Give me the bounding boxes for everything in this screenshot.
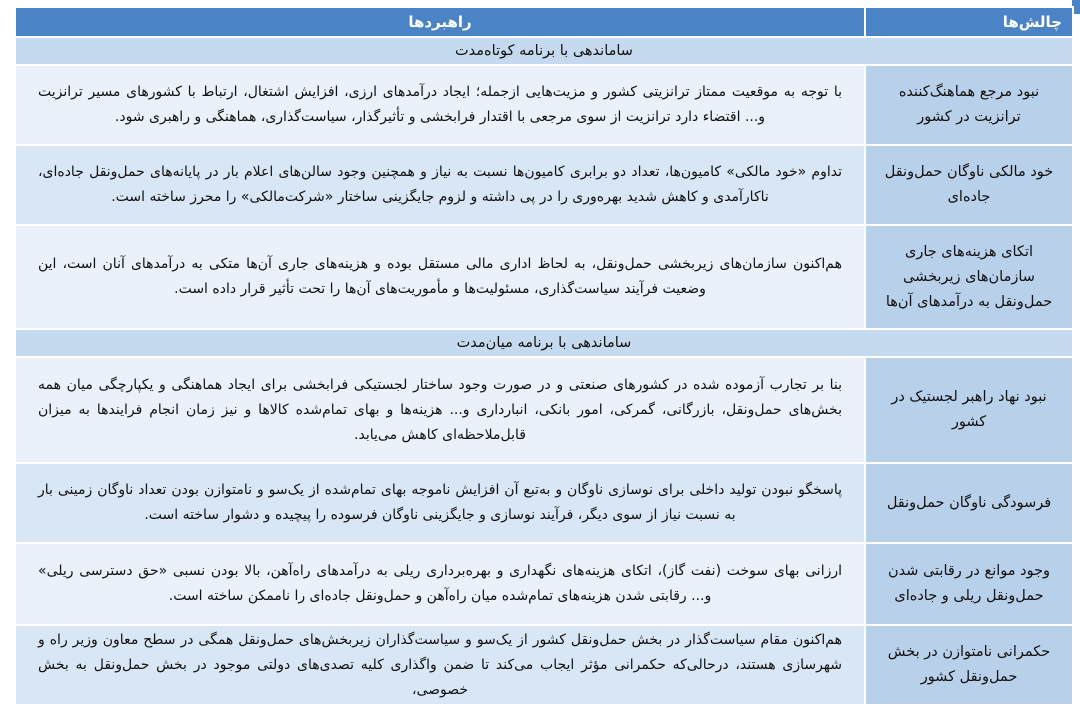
section-title: ساماندهی با برنامه کوتاه‌مدت xyxy=(15,37,1073,65)
table-header-row xyxy=(15,7,1073,37)
challenge-cell: نبود نهاد راهبر لجستیک در کشور xyxy=(865,357,1073,463)
challenge-cell: نبود مرجع هماهنگ‌کننده ترانزیت در کشور xyxy=(865,65,1073,145)
header-solutions: راهبردها xyxy=(15,7,865,37)
table-row xyxy=(15,65,1073,145)
solution-cell: با توجه به موقعیت ممتاز ترانزیتی کشور و مزیت‌هایی ازجمله؛ ایجاد درآمدهای ارزی، افزایش اشتغال، ارتباط با کشورهای مسیر ترانزیت و... اقتضاء دارد ترانزیت از سوی مرجعی با اقتدار فرابخشی و تأثیرگذار، سیاست‌گذاری، هماهنگی و راهبری شود. xyxy=(15,65,865,145)
solution-cell: پاسخگو نبودن تولید داخلی برای نوسازی ناوگان و به‌تبع آن افزایش ناموجه بهای تمام‌شده از یک‌سو و نامتوازن بودن تعداد ناوگان زمینی بار به نسبت نیاز از سوی دیگر، فرآیند نوسازی و جایگزینی ناوگان فرسوده را پیچیده و دشوار ساخته است. xyxy=(15,463,865,543)
challenge-cell: فرسودگی ناوگان حمل‌ونقل xyxy=(865,463,1073,543)
solution-cell: بنا بر تجارب آزموده شده در کشورهای صنعتی و در صورت وجود ساختار لجستیکی فرابخشی برای ایجاد هماهنگی و یکپارچگی میان همه بخش‌های حمل‌ونقل، بازرگانی، گمرکی، امور بانکی، انبارداری و... هزینه‌ها و بهای تمام‌شده کالاها و نیز زمان انجام فرایندها به میزان قابل‌ملاحظه‌ای کاهش می‌یابد. xyxy=(15,357,865,463)
section-title: ساماندهی با برنامه میان‌مدت xyxy=(15,329,1073,357)
challenge-cell: اتکای هزینه‌های جاری سازمان‌های زیربخشی حمل‌ونقل به درآمدهای آن‌ها xyxy=(865,225,1073,329)
solution-cell: هم‌اکنون مقام سیاست‌گذار در بخش حمل‌ونقل کشور از یک‌سو و سیاست‌گذاران زیربخش‌های حمل‌ونقل همگی در سطح معاون وزیر راه و شهرسازی هستند، درحالی‌که حکمرانی مؤثر ایجاب می‌کند تا ضمن واگذاری کلیه تصدی‌های دولتی موجود در بخش حمل‌ونقل به بخش خصوصی، xyxy=(15,625,865,705)
table-row xyxy=(15,463,1073,543)
challenges-strategies-table xyxy=(14,6,1074,706)
section-row-short-term xyxy=(15,37,1073,65)
header-challenges: چالش‌ها xyxy=(865,7,1073,37)
challenge-cell: خود مالکی ناوگان حمل‌ونقل جاده‌ای xyxy=(865,145,1073,225)
challenge-cell: حکمرانی نامتوازن در بخش حمل‌ونقل کشور xyxy=(865,625,1073,705)
table-row xyxy=(15,225,1073,329)
table-row xyxy=(15,357,1073,463)
table-row xyxy=(15,145,1073,225)
table-row xyxy=(15,625,1073,705)
solution-cell: ارزانی بهای سوخت (نفت گاز)، اتکای هزینه‌های نگهداری و بهره‌برداری ریلی به درآمدهای راه‌آهن، بالا بودن نسبی «حق دسترسی ریلی» و... رقابتی شدن هزینه‌های تمام‌شده میان راه‌آهن و حمل‌ونقل جاده‌ای را ناممکن ساخته است. xyxy=(15,543,865,625)
table-row xyxy=(15,543,1073,625)
strategy-table-container xyxy=(14,6,1072,706)
solution-cell: هم‌اکنون سازمان‌های زیربخشی حمل‌ونقل، به لحاظ اداری مالی مستقل بوده و هزینه‌های جاری آن‌ها متکی به درآمدهای آنان است، این وضعیت فرآیند سیاست‌گذاری، مسئولیت‌ها و مأموریت‌های آن‌ها را تحت تأثیر قرار داده است. xyxy=(15,225,865,329)
section-row-mid-term xyxy=(15,329,1073,357)
solution-cell: تداوم «خود مالکی» کامیون‌ها، تعداد دو برابری کامیون‌ها نسبت به نیاز و همچنین وجود سالن‌های اعلام بار در پایانه‌های حمل‌ونقل جاده‌ای، ناکارآمدی و کاهش شدید بهره‌وری را در پی داشته و لزوم جایگزینی ساختار «شرکت‌مالکی» را محرز ساخته است. xyxy=(15,145,865,225)
challenge-cell: وجود موانع در رقابتی شدن حمل‌ونقل ریلی و جاده‌ای xyxy=(865,543,1073,625)
